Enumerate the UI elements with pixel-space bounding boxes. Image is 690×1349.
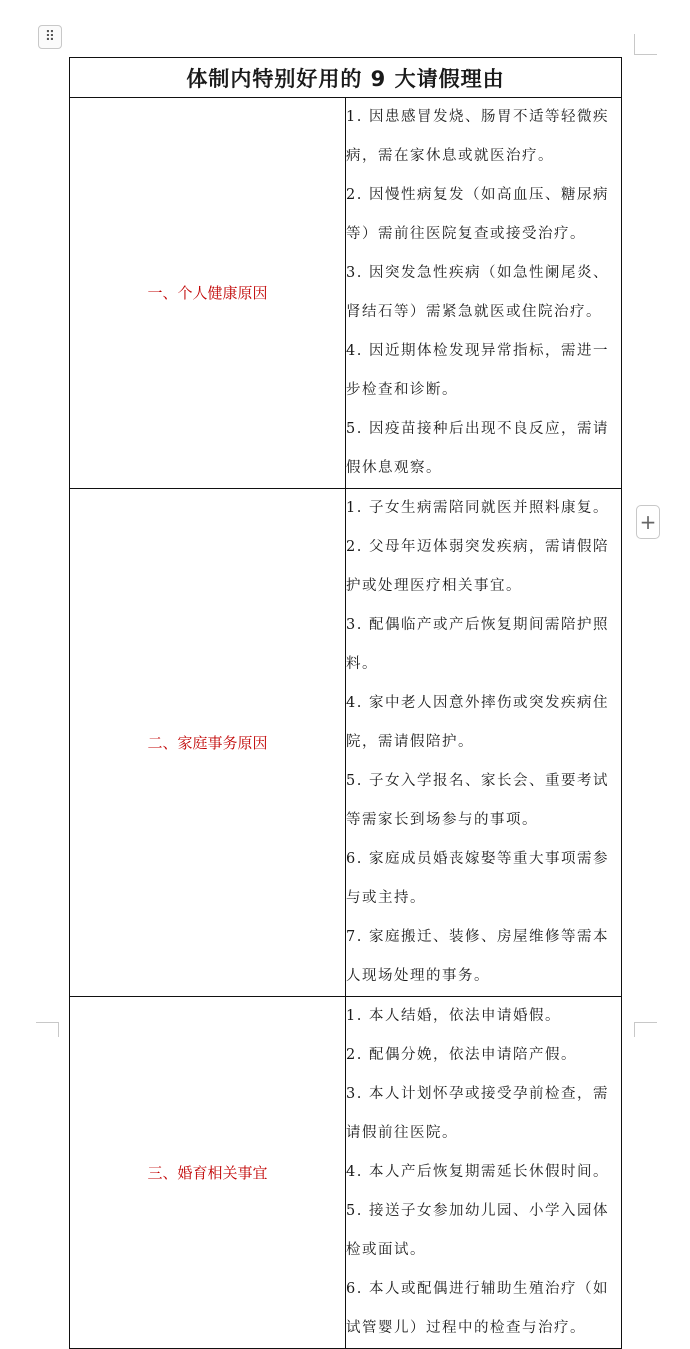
list-item: 4. 本人产后恢复期需延长休假时间。 (346, 1164, 609, 1180)
items-cell (346, 489, 622, 997)
list-item: 5. 子女入学报名、家长会、重要考试等需家长到场参与的事项。 (346, 773, 609, 828)
add-row-button[interactable] (636, 505, 660, 539)
list-item: 6. 本人或配偶进行辅助生殖治疗（如试管婴儿）过程中的检查与治疗。 (346, 1281, 609, 1336)
list-item: 3. 本人计划怀孕或接受孕前检查，需请假前往医院。 (346, 1086, 609, 1141)
list-item: 7. 家庭搬迁、装修、房屋维修等需本人现场处理的事务。 (346, 929, 609, 984)
items-cell (346, 98, 622, 489)
list-item: 1. 子女生病需陪同就医并照料康复。 (346, 500, 609, 516)
leave-reasons-table (69, 57, 622, 1349)
category-cell: 二、家庭事务原因 (70, 489, 346, 997)
list-item: 4. 因近期体检发现异常指标，需进一步检查和诊断。 (346, 343, 609, 398)
list-item: 3. 配偶临产或产后恢复期间需陪护照料。 (346, 617, 609, 672)
page-corner-mark (634, 34, 657, 55)
table-title: 体制内特别好用的 9 大请假理由 (70, 58, 622, 98)
category-cell: 三、婚育相关事宜 (70, 997, 346, 1349)
list-item: 3. 因突发急性疾病（如急性阑尾炎、肾结石等）需紧急就医或住院治疗。 (346, 265, 609, 320)
list-item: 1. 本人结婚，依法申请婚假。 (346, 1008, 561, 1024)
table-row (70, 489, 622, 997)
list-item: 2. 配偶分娩，依法申请陪产假。 (346, 1047, 577, 1063)
list-item: 2. 因慢性病复发（如高血压、糖尿病等）需前往医院复查或接受治疗。 (346, 187, 609, 242)
items-cell (346, 997, 622, 1349)
list-item: 1. 因患感冒发烧、肠胃不适等轻微疾病，需在家休息或就医治疗。 (346, 109, 609, 164)
table-row (70, 98, 622, 489)
table-drag-handle[interactable] (38, 25, 62, 49)
drag-handle-icon: ⠿ (44, 29, 56, 45)
list-item: 5. 接送子女参加幼儿园、小学入园体检或面试。 (346, 1203, 609, 1258)
list-item: 2. 父母年迈体弱突发疾病，需请假陪护或处理医疗相关事宜。 (346, 539, 609, 594)
category-cell: 一、个人健康原因 (70, 98, 346, 489)
table-row (70, 997, 622, 1349)
list-item: 5. 因疫苗接种后出现不良反应，需请假休息观察。 (346, 421, 609, 476)
plus-icon: + (639, 510, 657, 534)
list-item: 4. 家中老人因意外摔伤或突发疾病住院，需请假陪护。 (346, 695, 609, 750)
list-item: 6. 家庭成员婚丧嫁娶等重大事项需参与或主持。 (346, 851, 609, 906)
